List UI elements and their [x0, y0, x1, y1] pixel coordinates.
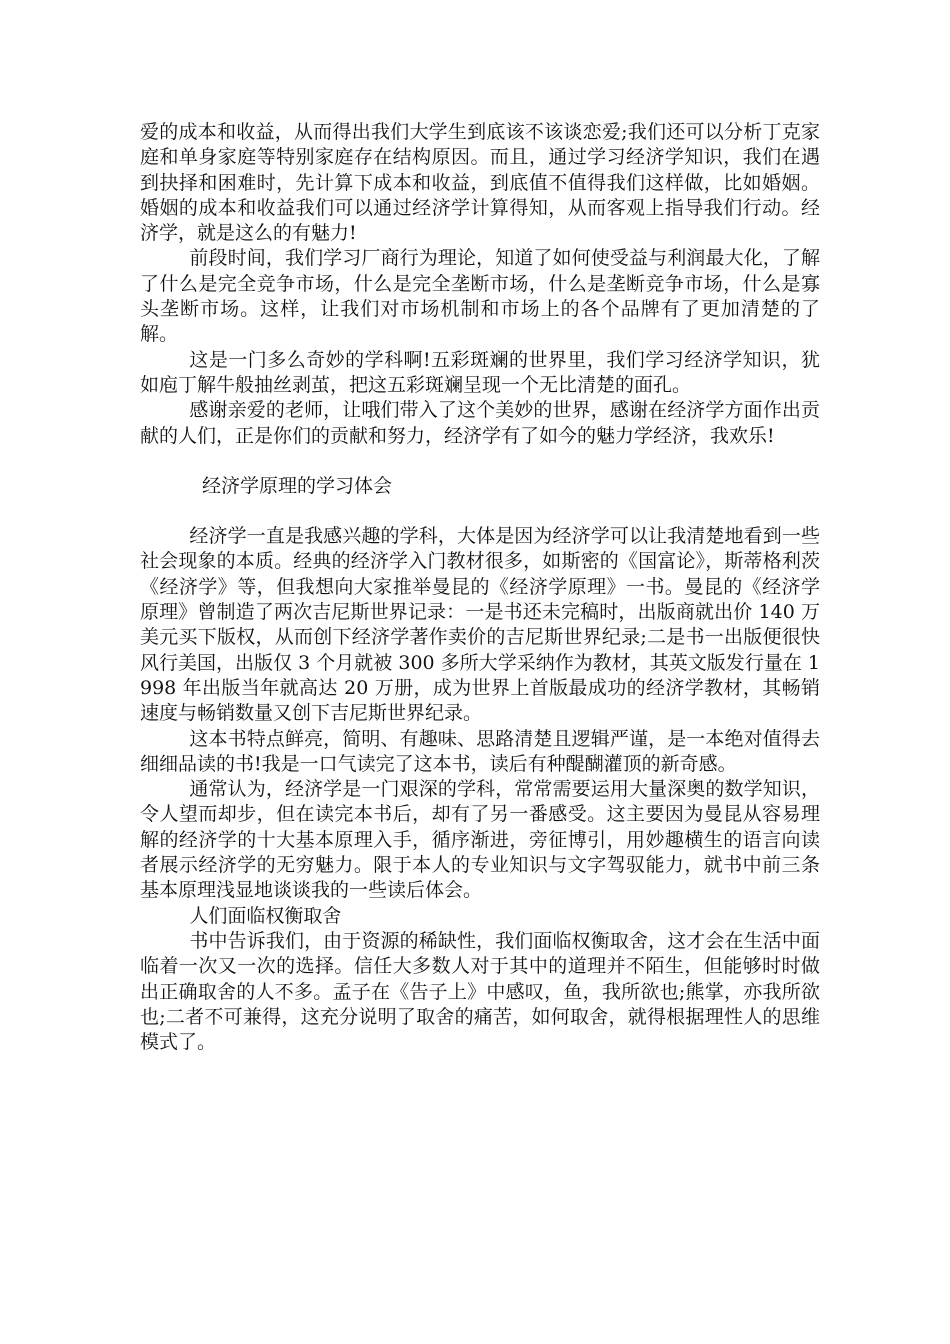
- paragraph-thanks: 感谢亲爱的老师，让哦们带入了这个美妙的世界，感谢在经济学方面作出贡献的人们，正是你们的贡献和努力，经济学有了如今的魅力学经济，我欢乐!: [140, 399, 820, 447]
- paragraph-firm-behavior: 前段时间，我们学习厂商行为理论，知道了如何使受益与利润最大化，了解了什么是完全竞争市场，什么是完全垄断市场，什么是垄断竞争市场，什么是寡头垄断市场。这样，让我们对市场机制和市场上的各个品牌有了更加清楚的了解。: [140, 247, 820, 346]
- paragraph-book-features: 这本书特点鲜亮，简明、有趣味、思路清楚且逻辑严谨，是一本绝对值得去细细品读的书!我是一口气读完了这本书，读后有种醍醐灌顶的新奇感。: [140, 727, 820, 775]
- paragraph-reading-experience: 通常认为，经济学是一门艰深的学科，常常需要运用大量深奥的数学知识，令人望而却步，但在读完本书后，却有了另一番感受。这主要因为曼昆从容易理解的经济学的十大基本原理入手，循序渐进，旁征博引，用妙趣横生的语言向读者展示经济学的无穷魅力。限于本人的专业知识与文字驾驭能力，就书中前三条基本原理浅显地谈谈我的一些读后体会。: [140, 778, 820, 902]
- paragraph-book-intro: 经济学一直是我感兴趣的学科，大体是因为经济学可以让我清楚地看到一些社会现象的本质。经典的经济学入门教材很多，如斯密的《国富论》，斯蒂格利茨《经济学》等，但我想向大家推举曼昆的《经济学原理》一书。曼昆的《经济学原理》曾制造了两次吉尼斯世界记录：一是书还未完稿时，出版商就出价 140 万美元买下版权，从而创下经济学著作卖价的吉尼斯世界纪录;二是书一出版便很快风行美国，出版仅 3 个月就被 300 多所大学采纳作为教材，其英文版发行量在 1998 年出版当年就高达 20 万册，成为世界上首版最成功的经济学教材，其畅销速度与畅销数量又创下吉尼斯世界纪录。: [140, 525, 820, 725]
- paragraph-tradeoffs: 书中告诉我们，由于资源的稀缺性，我们面临权衡取舍，这才会在生活中面临着一次又一次的选择。信任大多数人对于其中的道理并不陌生，但能够时时做出正确取舍的人不多。孟子在《告子上》中感叹，鱼，我所欲也;熊掌，亦我所欲也;二者不可兼得，这充分说明了取舍的痛苦，如何取舍，就得根据理性人的思维模式了。: [140, 929, 820, 1054]
- section-title: 经济学原理的学习体会: [202, 474, 393, 497]
- subheading-tradeoffs: 人们面临权衡取舍: [189, 904, 342, 927]
- paragraph-wonderful-subject: 这是一门多么奇妙的学科啊!五彩斑斓的世界里，我们学习经济学知识，犹如庖丁解牛般抽丝剥茧，把这五彩斑斓呈现一个无比清楚的面孔。: [140, 348, 820, 396]
- paragraph-cost-benefit: 爱的成本和收益，从而得出我们大学生到底该不该谈恋爱;我们还可以分析丁克家庭和单身家庭等特别家庭存在结构原因。而且，通过学习经济学知识，我们在遇到抉择和困难时，先计算下成本和收益，到底值不值得我们这样做，比如婚姻。婚姻的成本和收益我们可以通过经济学计算得知，从而客观上指导我们行动。经济学，就是这么的有魅力!: [140, 121, 820, 245]
- document-page: [140, 120, 820, 1055]
